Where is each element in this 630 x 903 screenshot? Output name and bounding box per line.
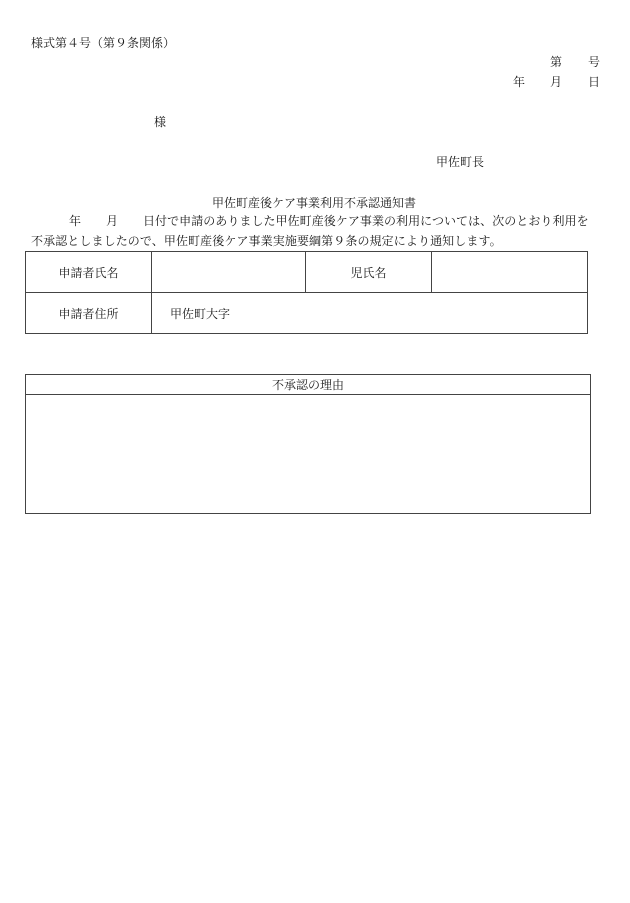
- date-month: 月: [550, 75, 563, 89]
- rejection-reason-box: [25, 374, 591, 514]
- applicant-address-label: 申請者住所: [26, 293, 152, 334]
- applicant-info-table: [25, 251, 588, 334]
- doc-no-dai: 第: [550, 55, 563, 69]
- child-name-field[interactable]: [432, 252, 588, 293]
- applicant-address-field[interactable]: 甲佐町大字: [152, 293, 588, 334]
- rejection-reason-content[interactable]: [26, 395, 590, 513]
- applicant-name-label: 申請者氏名: [26, 252, 152, 293]
- table-row: [26, 293, 588, 334]
- table-row: [26, 252, 588, 293]
- body-line2: 不承認としましたので、甲佐町産後ケア事業実施要綱第９条の規定により通知します。: [31, 234, 502, 248]
- rejection-reason-heading: 不承認の理由: [26, 375, 590, 395]
- form-number: 様式第４号（第９条関係）: [31, 36, 176, 50]
- body-line1-month: 月: [106, 214, 119, 228]
- body-line1-text: 日付で申請のありました甲佐町産後ケア事業の利用については、次のとおり利用を: [143, 214, 589, 228]
- document-title: 甲佐町産後ケア事業利用不承認通知書: [212, 196, 417, 210]
- doc-no-go: 号: [588, 55, 601, 69]
- date-day: 日: [588, 75, 601, 89]
- date-year: 年: [513, 75, 526, 89]
- issuer-name: 甲佐町長: [436, 155, 485, 169]
- child-name-label: 児氏名: [306, 252, 432, 293]
- applicant-name-field[interactable]: [152, 252, 306, 293]
- body-line1-year: 年: [69, 214, 82, 228]
- addressee-suffix: 様: [154, 115, 167, 129]
